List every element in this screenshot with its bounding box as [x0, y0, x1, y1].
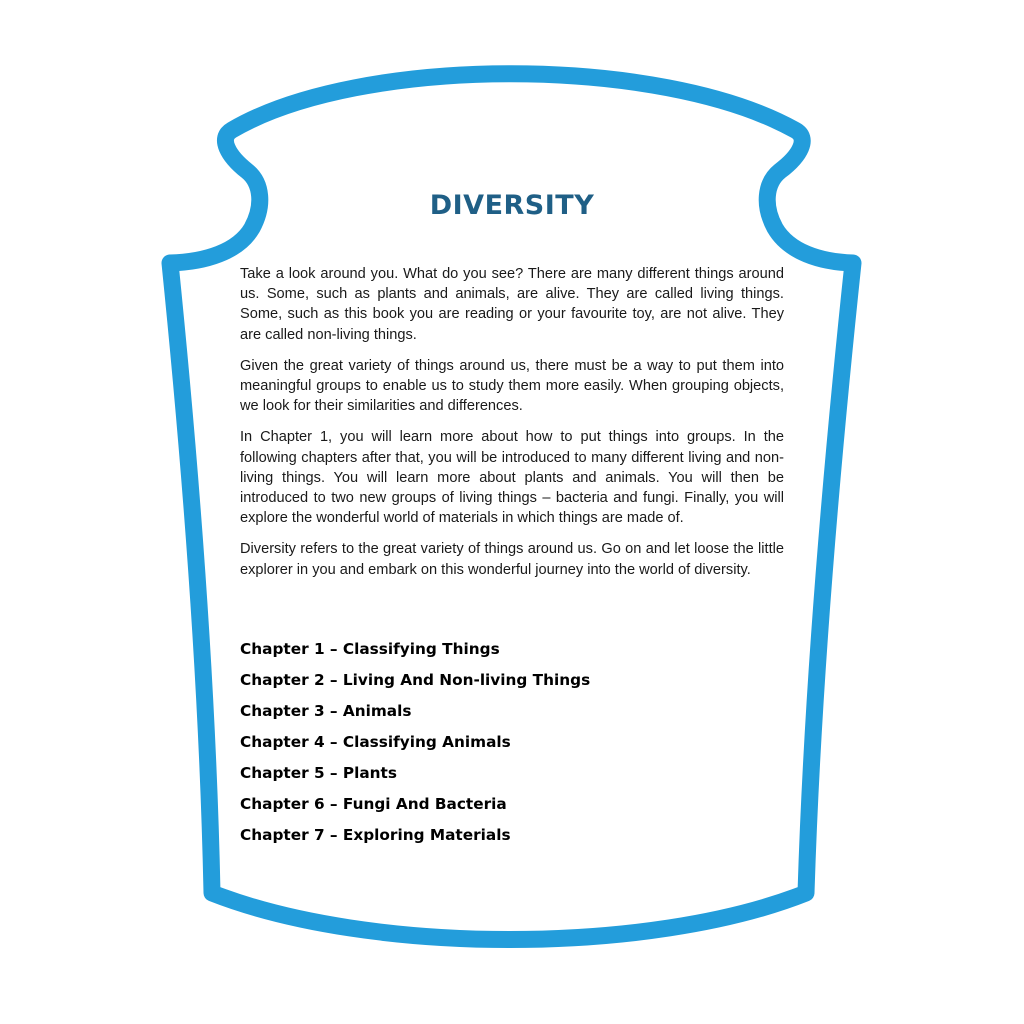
chapter-item: Chapter 4 – Classifying Animals [240, 733, 511, 751]
paragraph: In Chapter 1, you will learn more about how to put things into groups. In the following chapters after that, you will be introduced to many different living and non-living things. You will learn more about plants and animals. You will then be introduced to two new groups of living things – bacteria and fungi. Finally, you will explore the wonderful world of materials in which things are made of. [240, 429, 784, 527]
paragraph: Given the great variety of things around us, there must be a way to put them into meaningful groups to enable us to study them more easily. When grouping objects, we look for their similarities and differences. [240, 357, 784, 415]
chapter-item: Chapter 2 – Living And Non-living Things [240, 671, 591, 689]
paragraph: Take a look around you. What do you see? There are many different things around us. Some, such as plants and animals, are alive. They are called living things. Some, such as this book you are reading or your favourite toy, are not alive. They are called non-living things. [240, 266, 784, 343]
chapter-item: Chapter 1 – Classifying Things [240, 640, 500, 658]
page-title: DIVERSITY [429, 190, 595, 221]
chapter-item: Chapter 6 – Fungi And Bacteria [240, 795, 507, 813]
intro-text [240, 264, 784, 591]
chapter-item: Chapter 5 – Plants [240, 764, 397, 782]
paragraph: Diversity refers to the great variety of things around us. Go on and let loose the little explorer in you and embark on this wonderful journey into the world of diversity. [240, 541, 784, 578]
chapter-item: Chapter 3 – Animals [240, 702, 412, 720]
chapter-list [240, 637, 784, 854]
chapter-item: Chapter 7 – Exploring Materials [240, 826, 511, 844]
